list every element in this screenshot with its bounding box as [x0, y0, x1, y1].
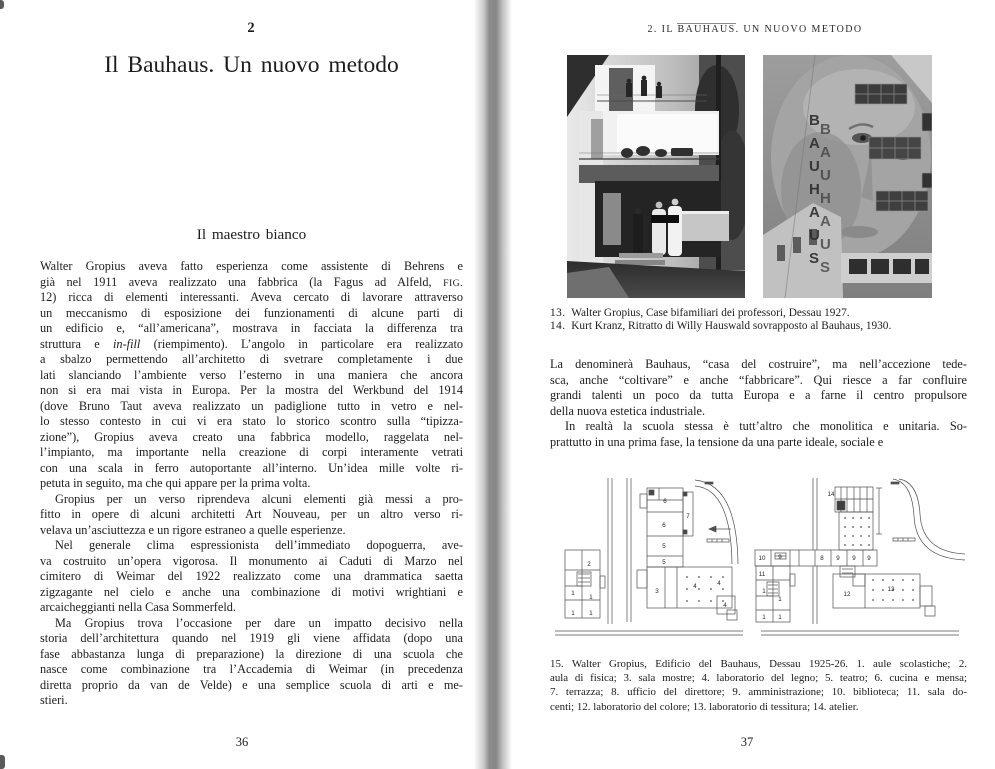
- text-line: storia dell’architettura quando nel 1919 gli viene affidata (dopo una: [40, 631, 463, 645]
- text-line: lati slanciando l’ambiente verso l’esterno in una maniera che ancora: [40, 367, 463, 382]
- page-number-left: 36: [235, 735, 249, 749]
- svg-text:1: 1: [589, 610, 593, 617]
- text-line: La denominerà Bauhaus, “casa del costruire”, ma nell’accezione tede-: [550, 357, 967, 371]
- svg-text:10: 10: [758, 555, 766, 562]
- photo-caption: 13. Walter Gropius, Case bifamiliari dei professori, Dessau 1927.: [550, 307, 850, 319]
- left-page-body-text: [40, 259, 463, 709]
- text-line: (dove Bruno Taut aveva realizzato un padiglione tutto in vetro e nel-: [40, 398, 463, 413]
- svg-text:H: H: [809, 181, 820, 198]
- svg-text:4: 4: [693, 583, 697, 590]
- svg-text:A: A: [820, 144, 831, 161]
- svg-text:13: 13: [887, 586, 895, 593]
- text-line: non si era mai vista in Europa. Per la mostra del Werkbund del 1914: [40, 383, 463, 397]
- book-spine-gutter: [474, 0, 512, 769]
- right-page-body-text: [550, 357, 967, 450]
- photo-kranz-portrait: [763, 55, 932, 298]
- window-row: [849, 259, 929, 274]
- svg-text:5: 5: [662, 543, 666, 550]
- text-line: fitto in opere di alcuni architetti Art Nouveau, per un altro verso ri-: [40, 507, 463, 521]
- svg-text:U: U: [809, 158, 820, 175]
- svg-text:A: A: [809, 204, 820, 221]
- svg-text:8: 8: [820, 555, 824, 562]
- text-line: con una scala in ferro autoportante all’interno. Un’idea mille volte ri-: [40, 460, 463, 475]
- svg-text:9: 9: [778, 554, 782, 561]
- text-line: zione”), Gropius aveva creato una fabbrica modello, raggelata nel-: [40, 429, 463, 444]
- text-line: l’impianto, ma importante nella creazione di corpi interamente vetrati: [40, 445, 463, 459]
- svg-text:6: 6: [662, 522, 666, 529]
- svg-text:1: 1: [762, 614, 766, 621]
- svg-text:4: 4: [717, 580, 721, 587]
- text-line: diretta proprio da van de Velde) e una semplice scuola di arti e me-: [40, 677, 463, 692]
- svg-text:U: U: [809, 227, 820, 244]
- figure-caption-line: 15. Walter Gropius, Edificio del Bauhaus, Dessau 1925-26. 1. aule scolastiche; 2.: [550, 658, 967, 670]
- text-line: fase abbastanza lunga di preparazione) la direzione di una scuola che: [40, 646, 463, 661]
- text-line: grandi talenti un poco da tutta Europa e a farne il centro propulsore: [550, 388, 967, 402]
- svg-text:U: U: [820, 236, 831, 253]
- photo-captions: [550, 307, 970, 334]
- figure-bauhaus-floor-plans: [547, 474, 965, 646]
- section-heading: Il maestro bianco: [196, 226, 307, 243]
- svg-text:1: 1: [571, 610, 575, 617]
- text-line: Nel generale clima espressionista dell’immediato dopoguerra, ave-: [55, 538, 463, 552]
- svg-text:B: B: [809, 112, 820, 129]
- scan-artifact-bottom-left: [0, 755, 5, 769]
- plan-room-numbers: [571, 491, 895, 621]
- running-head: 2. IL BAUHAUS. UN NUOVO METODO: [647, 24, 863, 35]
- text-line: un meccanismo di esposizione dei funzionamenti di alcune parti di: [40, 305, 463, 320]
- text-line: arcaicheggianti nella Casa Sommerfeld.: [40, 600, 236, 614]
- text-line: struttura e in-fill (riempimento). L’angolo in particolare era realizzato: [40, 336, 464, 351]
- page-number-right: 37: [740, 735, 754, 749]
- text-line: va costruito un’opera vigorosa. Il monumento ai Caduti di Marzo nel: [40, 553, 463, 568]
- svg-text:5: 5: [662, 559, 666, 566]
- svg-text:12: 12: [843, 591, 851, 598]
- text-line: prattutto in una prima fase, la tensione da una parte ideale, sociale e: [550, 434, 884, 449]
- text-line: zigzagante nel cielo e anche una combinazione di motivi wrightiani e: [40, 584, 463, 599]
- bauhaus-vertical-lettering: [809, 112, 831, 276]
- svg-text:A: A: [820, 213, 831, 230]
- text-line: cimitero di Weimar del 1922 realizzato come una drammatica saetta: [40, 569, 463, 583]
- svg-text:B: B: [820, 121, 831, 138]
- chapter-number: 2: [247, 20, 256, 36]
- text-line: petuta in seguito, ma che qui appare per la prima volta.: [40, 476, 311, 490]
- svg-text:11: 11: [758, 571, 766, 578]
- text-line: Walter Gropius aveva fatto esperienza come assistente di Behrens e: [40, 259, 463, 273]
- svg-text:1: 1: [778, 596, 782, 603]
- svg-text:1: 1: [778, 614, 782, 621]
- scan-artifact-top-left: [0, 0, 4, 9]
- photo-caption: 14. Kurt Kranz, Ritratto di Willy Hauswald sovrapposto al Bauhaus, 1930.: [550, 320, 892, 333]
- page-title: Il Bauhaus. Un nuovo metodo: [104, 52, 399, 78]
- figure-caption-line: aula di fisica; 3. sala mostre; 4. laboratorio del legno; 5. teatro; 6. cucina e mensa;: [550, 672, 967, 685]
- text-line: della nuova estetica industriale.: [550, 403, 706, 418]
- text-line: velava un’asciuttezza e un rigore estraneo a quelle esperienze.: [40, 522, 346, 537]
- svg-text:H: H: [820, 190, 831, 207]
- svg-text:1: 1: [571, 590, 575, 597]
- svg-text:14: 14: [827, 491, 835, 498]
- svg-text:7: 7: [686, 513, 690, 520]
- text-line: a sbalzo permettendo all’architetto di svetrare completamente i due: [40, 352, 463, 366]
- text-line: In realtà la scuola stessa è tutt’altro che monolitica e unitaria. So-: [565, 419, 967, 433]
- svg-text:U: U: [820, 167, 831, 184]
- photo-gropius-professors-houses: [567, 55, 745, 298]
- svg-text:2: 2: [587, 561, 591, 568]
- text-line: lo stesso contesto in cui vi era stato lo storico scontro sulla “tipizza-: [40, 414, 463, 428]
- svg-text:A: A: [809, 135, 820, 152]
- svg-text:1: 1: [589, 594, 593, 601]
- text-line: 12) ricca di elementi interessanti. Aveva cercato di lavorare attraverso: [40, 290, 463, 304]
- svg-text:S: S: [820, 259, 831, 276]
- svg-text:S: S: [809, 250, 820, 267]
- svg-text:4: 4: [723, 602, 727, 609]
- svg-text:1: 1: [762, 588, 766, 595]
- text-line: nasce come combinazione tra l’Accademia di Weimar (in precedenza: [40, 662, 463, 676]
- figure-caption-line: centi; 12. laboratorio del colore; 13. laboratorio di tessitura; 14. atelier.: [550, 700, 859, 713]
- text-line: già nel 1911 aveva realizzato una fabbrica (la Fagus ad Alfeld, FIG.: [40, 274, 463, 289]
- plan-upper-floor: [755, 478, 965, 635]
- svg-text:9: 9: [852, 555, 856, 562]
- figure-caption-line: 7. terrazza; 8. ufficio del direttore; 9. amministrazione; 10. biblioteca; 11. sala do-: [550, 686, 967, 699]
- svg-text:6: 6: [663, 498, 667, 505]
- svg-text:9: 9: [836, 555, 840, 562]
- figure-caption: [550, 657, 967, 714]
- plan-ground-floor: [555, 478, 743, 635]
- text-line: un edificio e, “all’americana”, mostrava in facciata la differenza tra: [40, 321, 463, 335]
- text-line: stieri.: [40, 693, 68, 707]
- text-line: Gropius per un verso riprendeva alcuni elementi già messi a pro-: [55, 491, 463, 506]
- svg-text:3: 3: [655, 588, 659, 595]
- svg-text:9: 9: [867, 555, 871, 562]
- text-line: Ma Gropius trova l’occasione per dare un impatto decisivo nella: [55, 615, 463, 630]
- text-line: sca, anche “coltivare” e anche “fabbricare”. Qui riesce a far confluire: [550, 372, 967, 387]
